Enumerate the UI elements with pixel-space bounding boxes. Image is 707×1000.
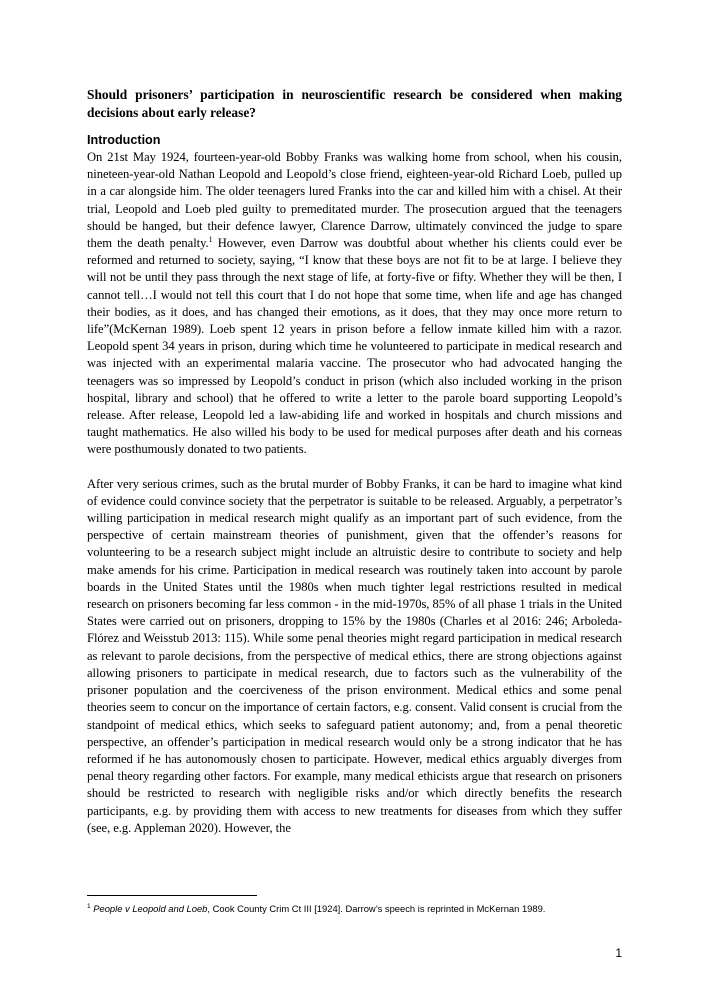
paragraph-1-text-a: On 21st May 1924, fourteen-year-old Bobby Franks was walking home from school, when his cousin, nineteen-year-old Nathan Leopold and Leopold’s close friend, eighteen-year-old Richard Loeb, pulled up in a car alongside him. The older teenagers lured Franks into the car and killed him with a chisel. At their trial, Leopold and Loeb pled guilty to premeditated murder. The prosecution argued that the teenagers should be hanged, but their defence lawyer, Clarence Darrow, ultimately convinced the judge to spare them the death penalty. (87, 150, 622, 251)
page-number: 1 (615, 946, 622, 960)
footnote-reference[interactable]: 1 (208, 234, 213, 244)
footnote-text: , Cook County Crim Ct III [1924]. Darrow’s speech is reprinted in McKernan 1989. (207, 903, 546, 914)
footnote-case-name: People v Leopold and Loeb (93, 903, 208, 914)
paper-title: Should prisoners’ participation in neuroscientific research be considered when making decisions about early release? (87, 87, 622, 120)
footnote (87, 903, 622, 915)
footnote-number: 1 (87, 902, 91, 910)
paragraph-1 (87, 149, 622, 459)
footnote-divider (87, 895, 257, 896)
section-heading-introduction: Introduction (87, 133, 161, 147)
document-body (87, 86, 622, 837)
paragraph-2: After very serious crimes, such as the brutal murder of Bobby Franks, it can be hard to imagine what kind of evidence could convince society that the perpetrator is suitable to be released. Arguably, a perpetrator’s willing participation in medical research might qualify as an important part of such evidence, from the perspective of certain mainstream theories of punishment, given that the offender’s reasons for volunteering to be a research subject might include an altruistic desire to contribute to society and help make amends for his crime. Participation in medical research was routinely taken into account by parole boards in the United States until the 1980s when much tighter legal restrictions resulted in medical research on prisoners becoming far less common - in the mid-1970s, 85% of all phase 1 trials in the United States were carried out on prisoners, dropping to 15% by the 1980s (Charles et al 2016: 246; Arboleda-Flórez and Weisstub 2013: 115). While some penal theories might regard participation in medical research as relevant to parole decisions, from the perspective of medical ethics, there are strong objections against allowing prisoners to participate in medical research, due to factors such as the vulnerability of the prisoner population and the coerciveness of the prison environment. Medical ethics and some penal theories seem to concur on the importance of certain factors, e.g. consent. Valid consent is crucial from the standpoint of medical ethics, which seeks to safeguard patient autonomy; and, from a penal theoretic perspective, an offender’s participation in medical research would only be a strong indicator that he has reformed if he has autonomously chosen to participate. However, medical ethics arguably diverges from penal theory regarding other factors. For example, many medical ethicists argue that research on prisoners should be restricted to research with negligible risks and/or which directly benefits the research participants, e.g. by providing them with access to new treatments for diseases from which they suffer (see, e.g. Appleman 2020). However, the (87, 476, 622, 835)
paragraph-1-text-b: However, even Darrow was doubtful about whether his clients could ever be reformed and returned to society, saying, “I know that these boys are not fit to be at large. I believe they will not be until they pass through the next stage of life, at forty-five or fifty. Whether they will be then, I cannot tell…I would not tell this court that I do not hope that some time, when life and age has changed their bodies, as it does, and has changed their emotions, as it does, that they may once more return to life”(McKernan 1989). Loeb spent 12 years in prison before a fellow inmate killed him with a razor. Leopold spent 34 years in prison, during which time he volunteered to participate in medical research and was injected with an experimental malaria vaccine. The prosecutor who had advocated hanging the teenagers was so impressed by Leopold’s conduct in prison (which also included working in the prison hospital, library and school) that he offered to write a letter to the parole board supporting Leopold’s release. After release, Leopold led a law-abiding life and worked in hospitals and church missions and taught mathematics. He also willed his body to be used for medical purposes after death and his corneas were posthumously donated to two patients. (87, 236, 622, 457)
